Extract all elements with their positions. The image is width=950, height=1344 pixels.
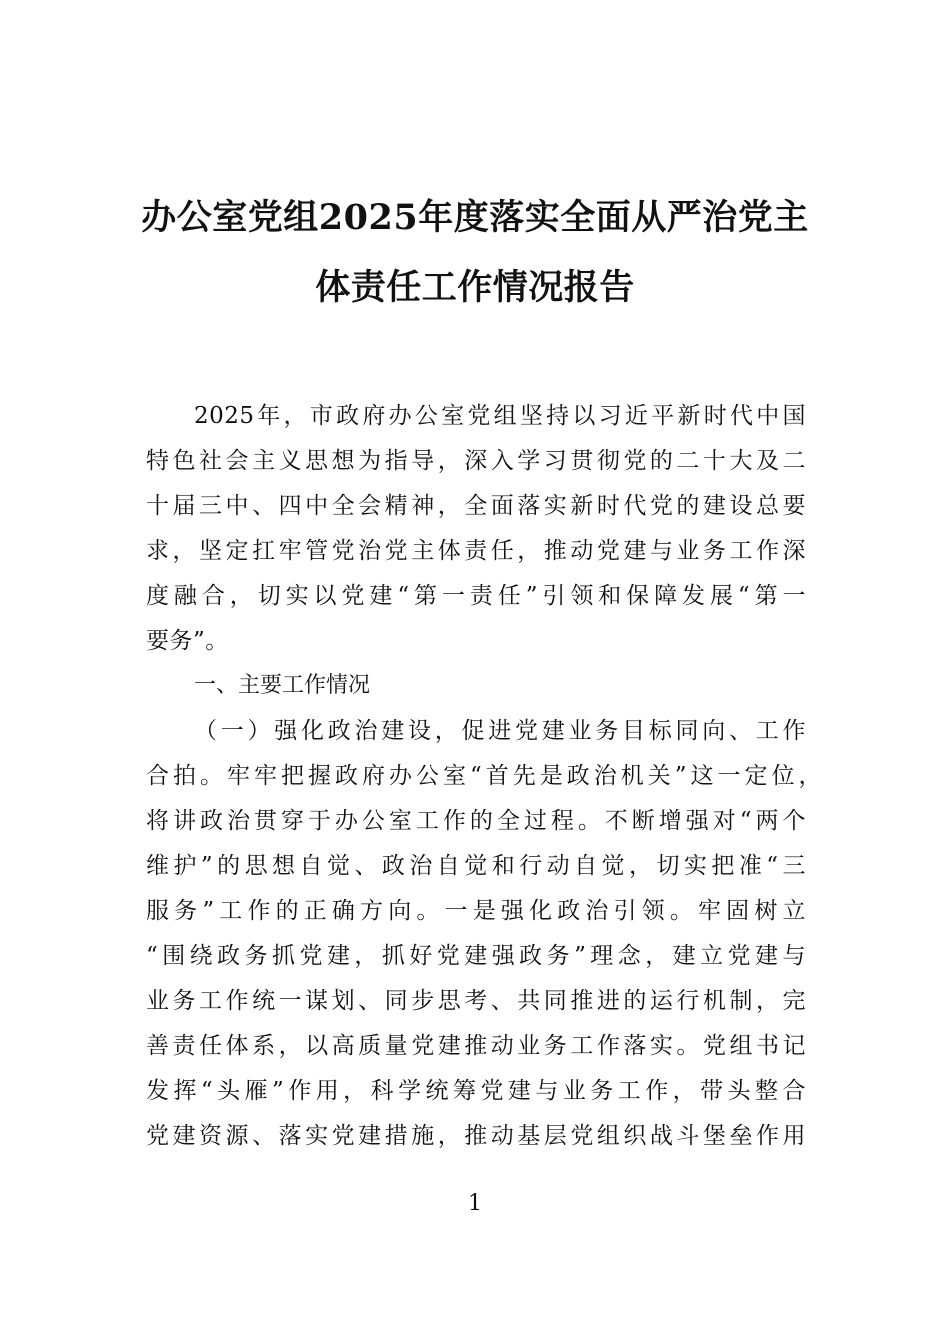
intro-line: 度融合，切实以党建“第一责任”引领和保障发展“第一 [146, 583, 806, 609]
section-line: 维护”的思想自觉、政治自觉和行动自觉，切实把准“三 [146, 853, 806, 879]
section-line: 发挥“头雁”作用，科学统筹党建与业务工作，带头整合 [146, 1078, 806, 1104]
section-line: “围绕政务抓党建，抓好党建强政务”理念，建立党建与 [146, 943, 806, 969]
section-line: 党建资源、落实党建措施，推动基层党组织战斗堡垒作用 [146, 1123, 806, 1149]
section-line: 善责任体系，以高质量党建推动业务工作落实。党组书记 [146, 1033, 806, 1059]
section-line: （一）强化政治建设，促进党建业务目标同向、工作 [194, 718, 806, 744]
section-heading: 一、主要工作情况 [194, 673, 371, 698]
intro-line: 要务”。 [146, 628, 229, 654]
intro-line: 求，坚定扛牢管党治党主体责任，推动党建与业务工作深 [146, 538, 806, 564]
section-line: 合拍。牢牢把握政府办公室“首先是政治机关”这一定位， [146, 763, 822, 789]
document-title-line-2: 体责任工作情况报告 [315, 267, 635, 308]
intro-line: 特色社会主义思想为指导，深入学习贯彻党的二十大及二 [146, 448, 806, 474]
section-line: 将讲政治贯穿于办公室工作的全过程。不断增强对“两个 [146, 808, 806, 834]
document-title-line-1: 办公室党组2025年度落实全面从严治党主 [141, 197, 809, 238]
section-line: 业务工作统一谋划、同步思考、共同推进的运行机制，完 [146, 988, 806, 1014]
section-line: 服务”工作的正确方向。一是强化政治引领。牢固树立 [146, 898, 806, 924]
intro-line: 2025年，市政府办公室党组坚持以习近平新时代中国 [194, 403, 806, 429]
page-number: 1 [468, 1191, 482, 1216]
intro-line: 十届三中、四中全会精神，全面落实新时代党的建设总要 [146, 493, 806, 519]
